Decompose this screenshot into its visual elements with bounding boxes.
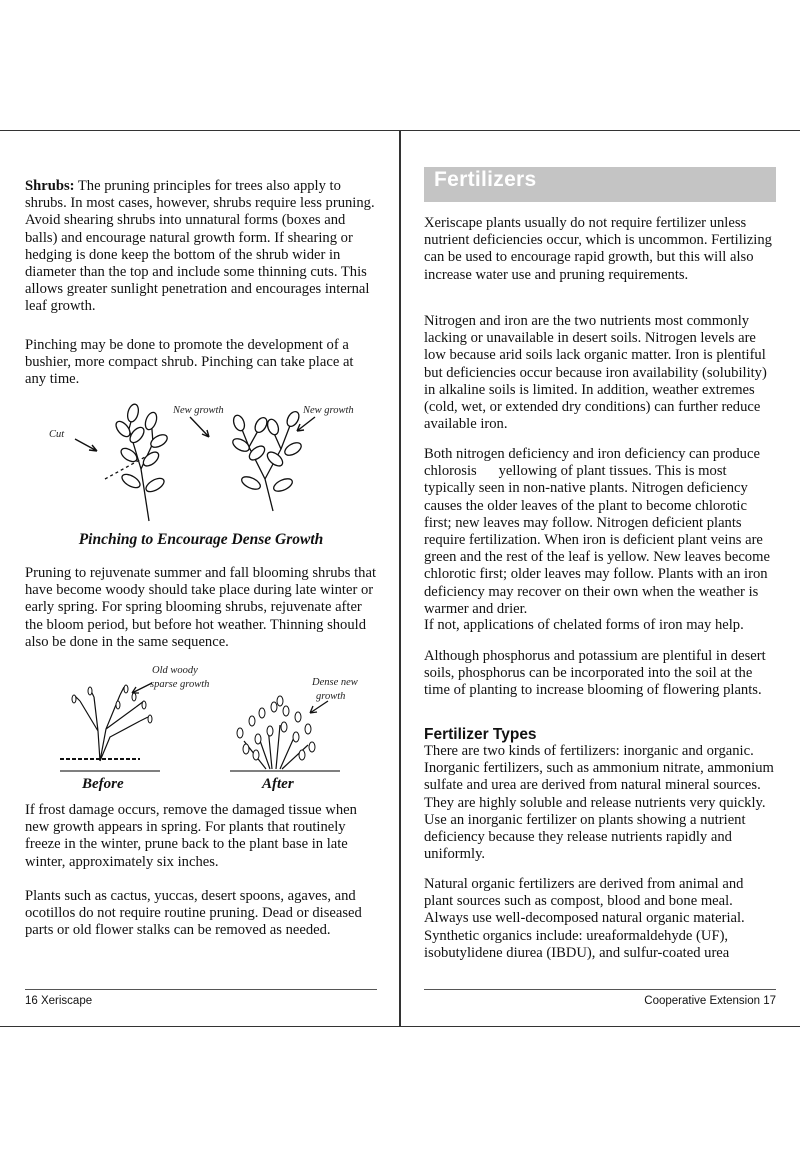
- label-before: Before: [82, 776, 124, 792]
- label-after: After: [262, 776, 294, 792]
- shrubs-label: Shrubs:: [25, 178, 75, 194]
- nitrogen-iron-paragraph: Nitrogen and iron are the two nutrients most commonly lacking or unavailable in desert soils. Nitrogen levels are low because arid soils lack organic matter. Iron is plentiful but deficiencies occur because iron availability (solubility) in alkaline soils is limited. In addition, weather extremes (cold, wet, or extended dry conditions) can further reduce available iron.: [424, 313, 767, 433]
- pinching-illustration: [45, 399, 375, 524]
- inorganic-paragraph: There are two kinds of fertilizers: inorganic and organic. Inorganic fertilizers, such as ammonium nitrate, ammonium sulfate and urea are derived from natural mineral sources. They are highly soluble and release nutrients very quickly. Use an inorganic fertilizer on plants showing a nutrient deficiency because they release nutrients rapidly and uniformly.: [424, 743, 774, 863]
- rejuvenate-paragraph: Pruning to rejuvenate summer and fall blooming shrubs that have become woody should take place during late winter or early spring. For spring blooming shrubs, rejuvenate after the bloom period, but before hot weather. Thinning should also be done in the same sequence.: [25, 565, 376, 650]
- label-new-growth-2: New growth: [303, 405, 354, 416]
- shrubs-text: The pruning principles for trees also apply to shrubs. In most cases, however, shrubs require less pruning. Avoid shearing shrubs into unnatural forms (boxes and balls) and encourage natural growth form. If shearing or hedging is done keep the bottom of the shrub wider in diameter than the top and include some thinning cuts. This allows greater sunlight penetration and encourages internal leaf growth.: [25, 178, 375, 315]
- shrubs-paragraph: [25, 178, 377, 316]
- figure1-caption: Pinching to Encourage Dense Growth: [78, 531, 324, 548]
- fertilizer-intro-paragraph: Xeriscape plants usually do not require fertilizer unless nutrient deficiencies occur, which is uncommon. Fertilizing can be used to encourage rapid growth, but this will also increase water use and pruning requirements.: [424, 215, 772, 283]
- frost-paragraph: If frost damage occurs, remove the damaged tissue when new growth appears in spring. For plants that routinely freeze in the winter, prune back to the plant base in late winter, approximately six inches.: [25, 802, 357, 870]
- fertilizer-types-subheading: Fertilizer Types: [424, 726, 537, 743]
- chelated-iron-paragraph: If not, applications of chelated forms of iron may help.: [424, 617, 744, 633]
- page-spread: [0, 130, 800, 1027]
- phosphorus-paragraph: Although phosphorus and potassium are plentiful in desert soils, phosphorus can be incorporated into the soil at the time of planting to increase blooming of flowering plants.: [424, 648, 766, 699]
- fertilizers-heading-bar: [424, 167, 776, 202]
- stem-after: [231, 410, 304, 511]
- label-dense-1: Dense new: [312, 677, 358, 688]
- stem-before: [105, 403, 169, 521]
- cactus-paragraph: Plants such as cactus, yuccas, desert spoons, agaves, and ocotillos do not require routine pruning. Dead or diseased parts or old flower stalks can be removed as needed.: [25, 888, 362, 939]
- label-new-growth-1: New growth: [173, 405, 224, 416]
- chlorosis-paragraph: Both nitrogen deficiency and iron deficiency can produce chlorosis yellowing of plant tissues. This is most typically seen in non-native plants. Nitrogen deficiency causes the older leaves of the plant to become chlorotic first; new leaves may follow. Nitrogen deficient plants require fertilization. When iron is deficient plant veins are green and the rest of the leaf is yellow. New leaves become chlorotic first; older leaves may follow. Plants with an iron deficiency may recover on their own when the weather is warmer and drier.: [424, 446, 770, 617]
- shrub-after-leaves: [237, 696, 315, 760]
- fertilizers-heading: Fertilizers: [434, 168, 537, 191]
- right-footer-text: Cooperative Extension 17: [644, 995, 776, 1007]
- organic-paragraph: Natural organic fertilizers are derived from animal and plant sources such as compost, blood and bone meal. Always use well-decomposed natural organic material. Synthetic organics include: ureaformaldehyde (UF), isobutylidene diurea (IBDU), and sulfur-coated urea: [424, 876, 745, 961]
- rejuvenation-illustration: [40, 661, 380, 791]
- label-old-woody-1: Old woody: [152, 665, 198, 676]
- page-divider: [399, 131, 401, 1026]
- label-old-woody-2: sparse growth: [150, 679, 210, 690]
- label-dense-2: growth: [316, 691, 346, 702]
- pinching-paragraph: Pinching may be done to promote the development of a bushier, more compact shrub. Pinching can take place at any time.: [25, 337, 354, 388]
- left-footer-text: 16 Xeriscape: [25, 995, 93, 1007]
- label-cut: Cut: [49, 429, 65, 440]
